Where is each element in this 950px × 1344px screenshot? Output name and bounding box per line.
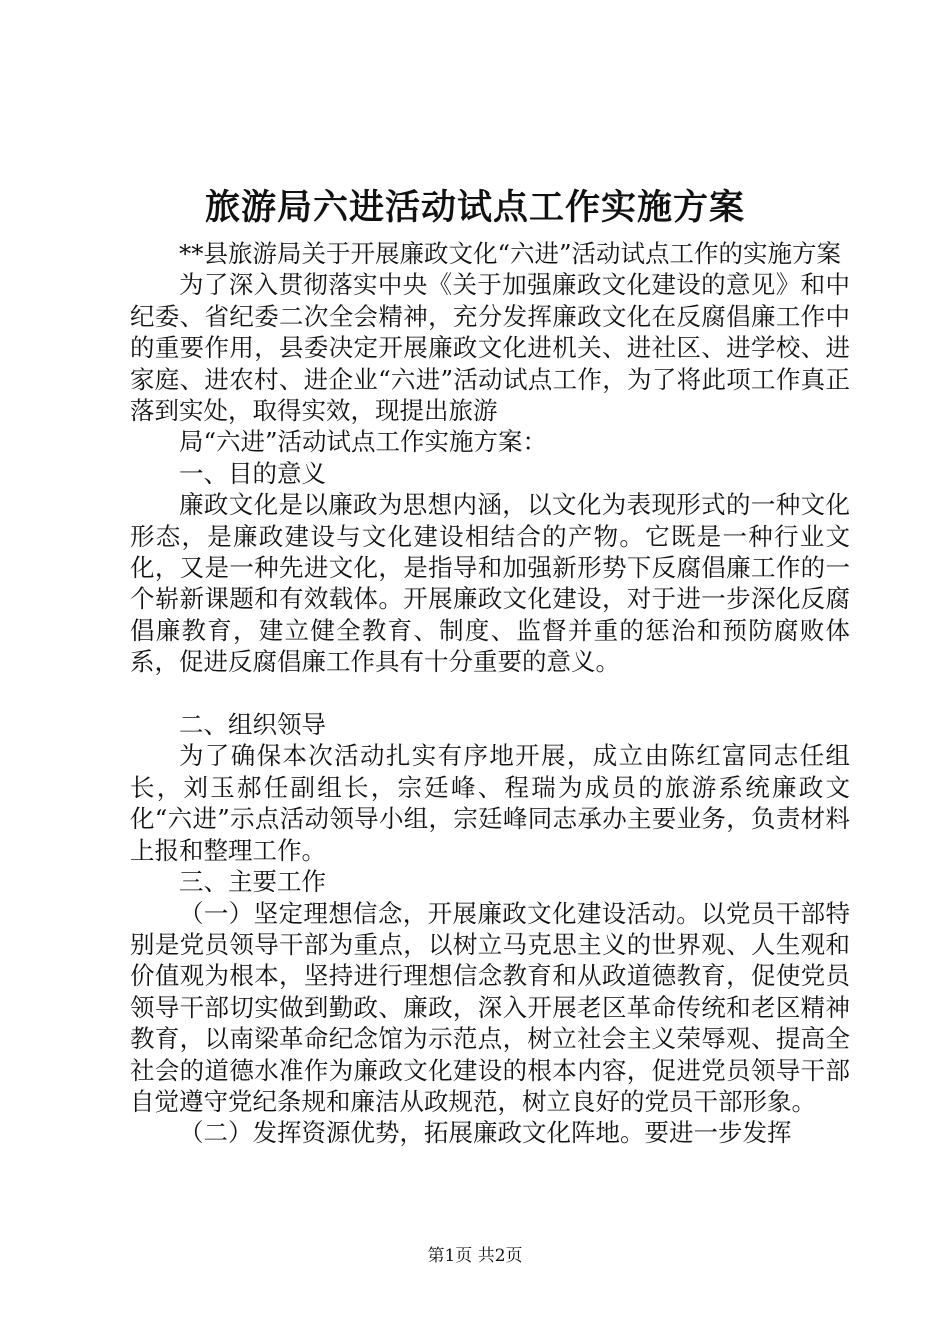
main-work-item-1: （一）坚定理想信念，开展廉政文化建设活动。以党员干部特别是党员领导干部为重点，以树立马克思主义的世界观、人生观和价值观为根本，坚持进行理想信念教育和从政道德教育，促使党员领导干部切实做到勤政、廉政，深入开展老区革命传统和老区精神教育，以南梁革命纪念馆为示范点，树立社会主义荣辱观、提高全社会的道德水准作为廉政文化建设的根本内容，促进党员领导干部自觉遵守党纪条规和廉洁从政规范，树立良好的党员干部形象。 [130,898,850,1116]
organization-paragraph: 为了确保本次活动扎实有序地开展，成立由陈红富同志任组长，刘玉郝任副组长，宗廷峰、程瑞为成员的旅游系统廉政文化“六进”示点活动领导小组，宗廷峰同志承办主要业务，负责材料上报和整理工作。 [130,741,850,865]
intro-paragraph: 为了深入贯彻落实中央《关于加强廉政文化建设的意见》和中纪委、省纪委二次全会精神，充分发挥廉政文化在反腐倡廉工作中的重要作用，县委决定开展廉政文化进机关、进社区、进学校、进家庭、进农村、进企业“六进”活动试点工作，为了将此项工作真正落到实处，取得实效，现提出旅游 [130,270,850,426]
subtitle-paragraph: **县旅游局关于开展廉政文化“六进”活动试点工作的实施方案 [179,239,842,268]
main-work-item-2: （二）发挥资源优势，拓展廉政文化阵地。要进一步发挥 [179,1118,792,1148]
purpose-paragraph: 廉政文化是以廉政为思想内涵，以文化为表现形式的一种文化形态，是廉政建设与文化建设相结合的产物。它既是一种行业文化，又是一种先进文化，是指导和加强新形势下反腐倡廉工作的一个崭新课题和有效载体。开展廉政文化建设，对于进一步深化反腐倡廉教育，建立健全教育、制度、监督并重的惩治和预防腐败体系，促进反腐倡廉工作具有十分重要的意义。 [130,490,850,677]
section-heading-purpose: 一、目的意义 [179,458,326,488]
intro-paragraph-continued: 局“六进”活动试点工作实施方案： [179,427,548,457]
document-title: 旅游局六进活动试点工作实施方案 [204,187,745,228]
document-body [130,238,850,1149]
section-heading-organization: 二、组织领导 [179,710,326,740]
page-footer: 第1页 共2页 [427,1246,523,1266]
section-heading-main-work: 三、主要工作 [179,867,326,897]
